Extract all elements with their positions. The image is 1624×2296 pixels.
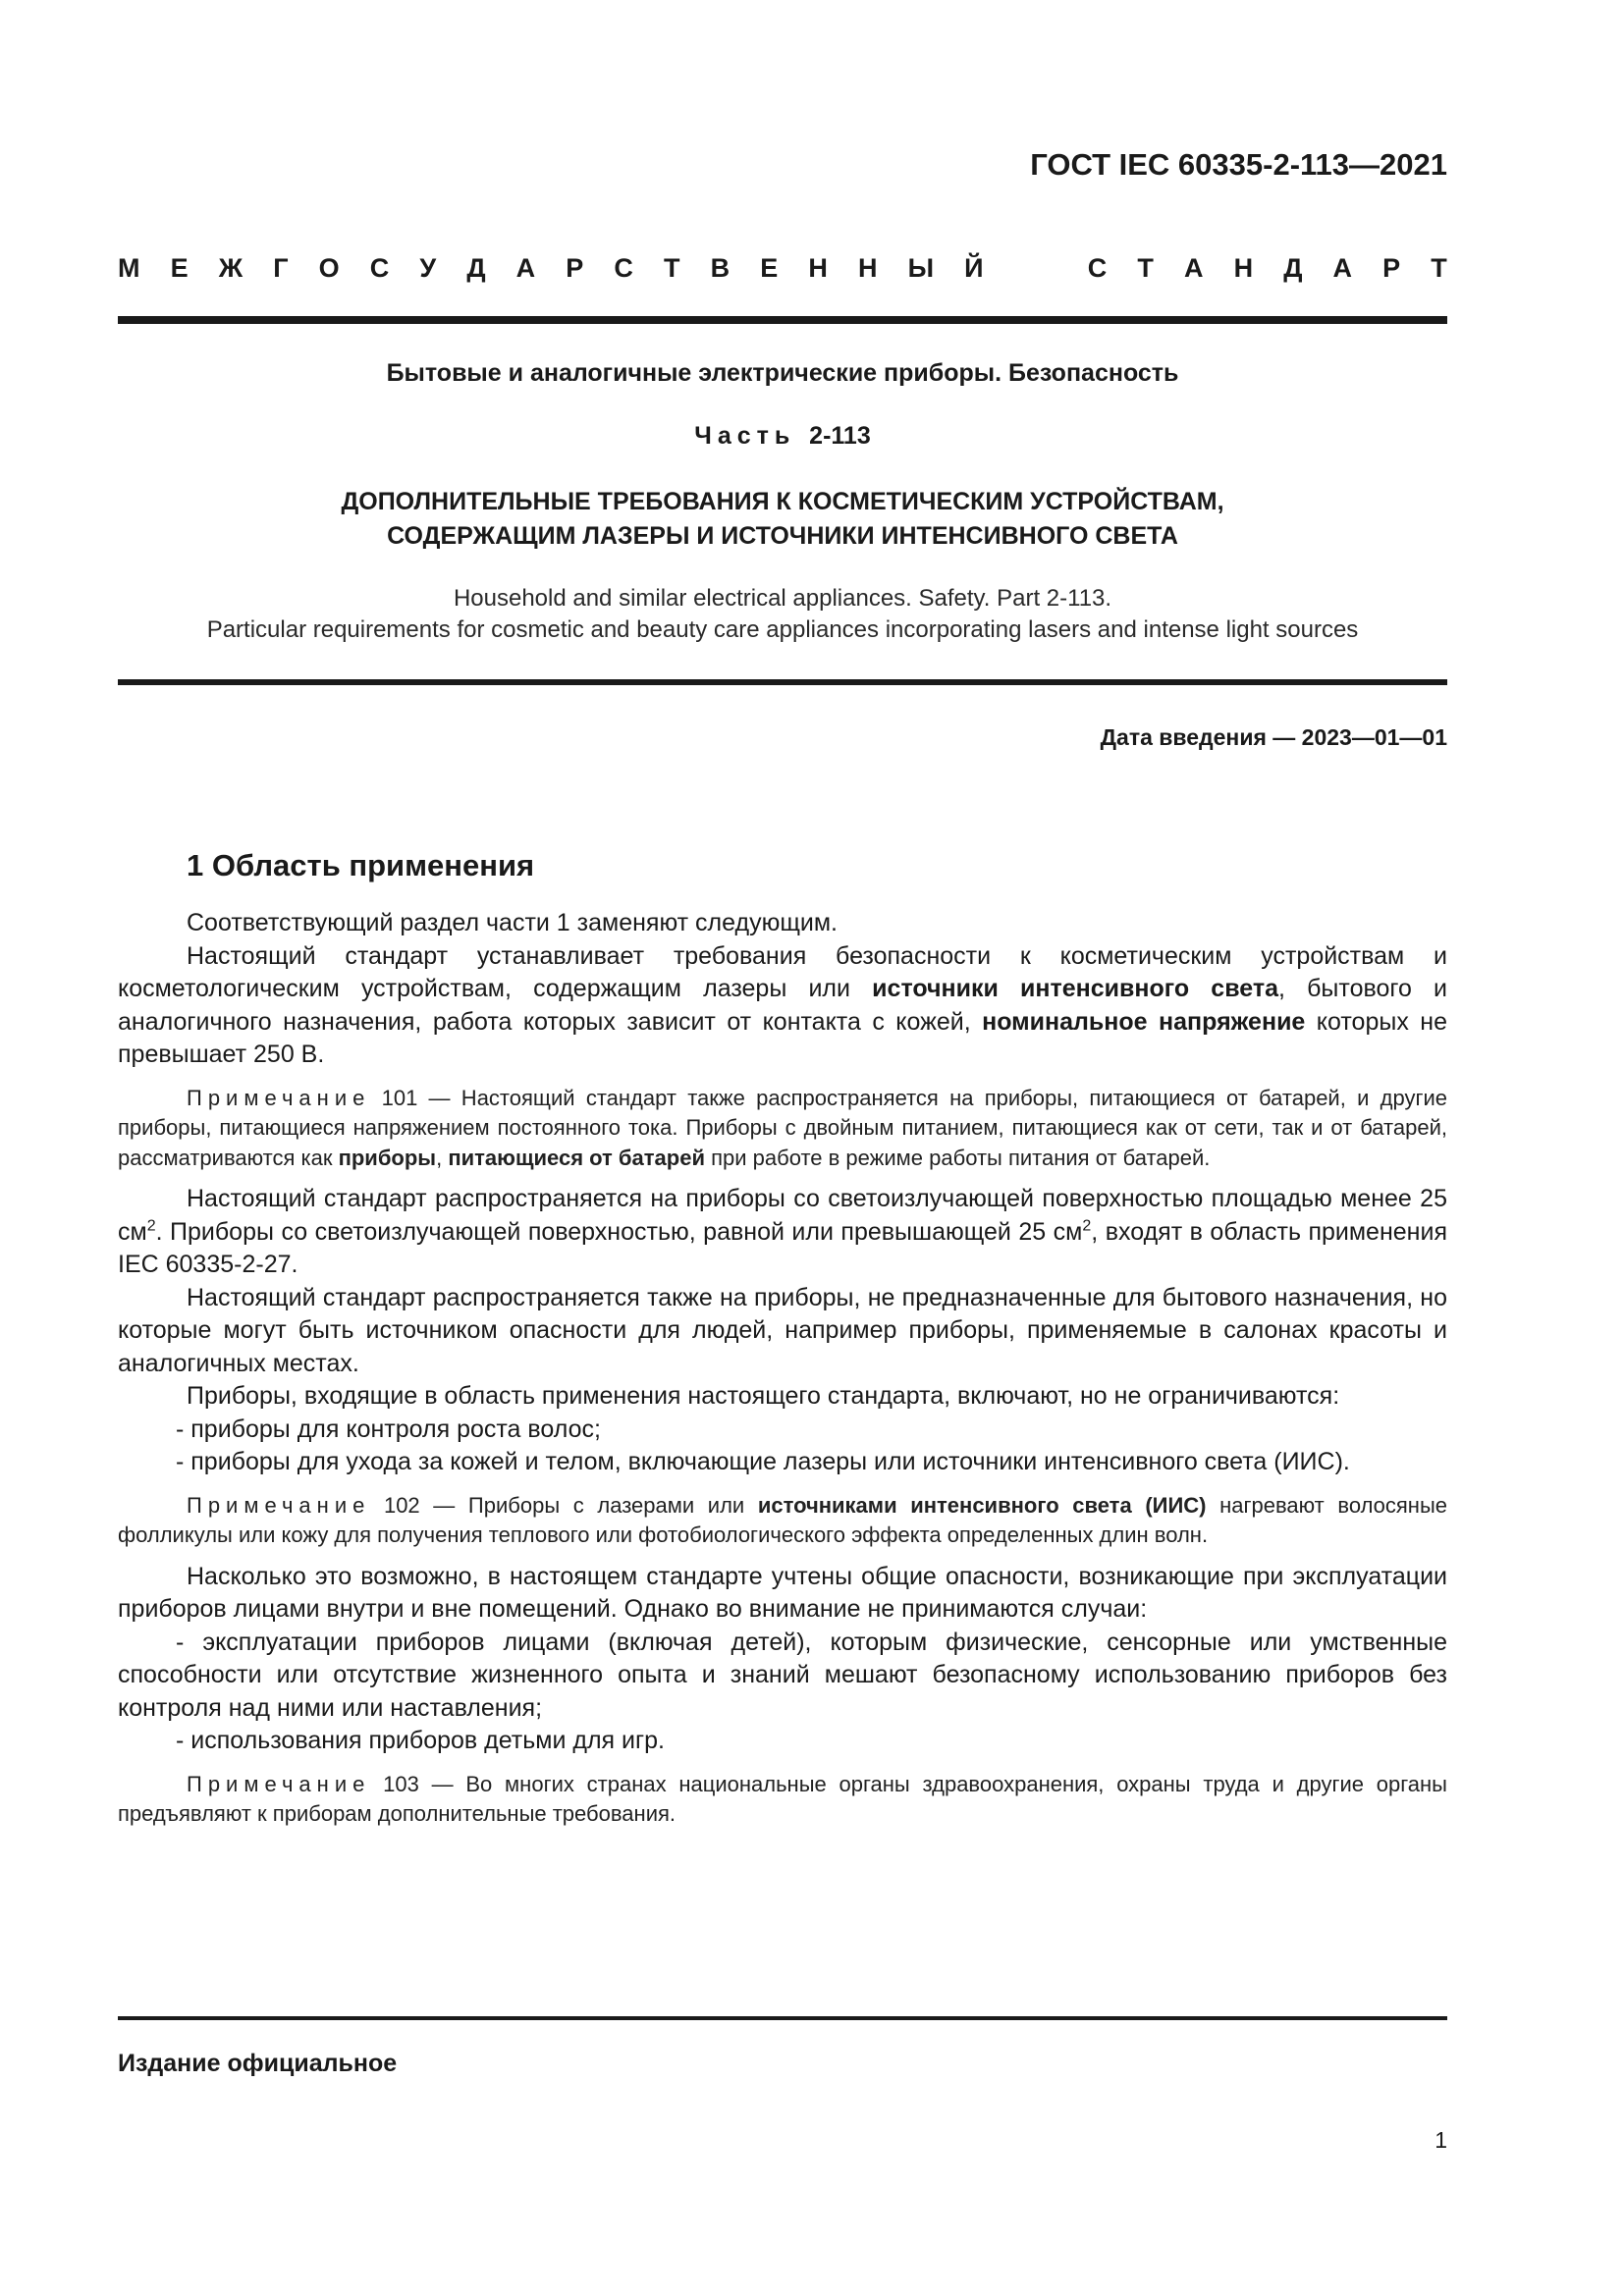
heading-letter: О: [318, 253, 340, 283]
heading-letter: Н: [857, 253, 878, 283]
page-number: 1: [1435, 2127, 1447, 2153]
list-item: - использования приборов детьми для игр.: [176, 1727, 665, 1754]
list-item: - приборы для контроля роста волос;: [176, 1415, 601, 1443]
term-bold: источники интенсивного света: [872, 975, 1278, 1002]
heading-letter: Д: [466, 253, 486, 283]
heading-letter: Ж: [218, 253, 244, 283]
paragraph: Настоящий стандарт устанавливает требования безопасности к косметическим устройствам и косметологическим устройствам, содержащим лазеры или источники интенсивного света, бытового и аналогичного назначения, работа которых зависит от контакта с кожей, номинальное напряжение которых не превышает 250 В.: [118, 941, 1447, 1068]
paragraph: Соответствующий раздел части 1 заменяют следующим.: [187, 909, 839, 936]
section-heading: 1 Область применения: [187, 848, 535, 882]
heading-letter: А: [515, 253, 536, 283]
english-title-line-2: Particular requirements for cosmetic and beauty care appliances incorporating lasers and intense light sources: [206, 616, 1359, 643]
note-label: Примечание: [187, 1771, 371, 1796]
interstate-standard-heading: [118, 253, 1447, 284]
heading-letter: У: [419, 253, 437, 283]
note-102: Примечание 102 — Приборы с лазерами или источниками интенсивного света (ИИС) нагревают волосяные фолликулы или кожу для получения теплового или фотобиологического эффекта определенных длин волн.: [118, 1492, 1447, 1547]
heading-letter: Е: [170, 253, 189, 283]
part-label: [118, 422, 1447, 451]
paragraph: Настоящий стандарт распространяется также на приборы, не предназначенные для бытового назначения, но которые могут быть источником опасности для людей, например приборы, применяемые в салонах красоты и аналогичных местах.: [118, 1283, 1447, 1377]
english-title-line-1: Household and similar electrical appliances. Safety. Part 2-113.: [453, 585, 1112, 612]
section-body: [118, 907, 1447, 1840]
note-label: Примечание: [187, 1085, 371, 1110]
term-bold: питающиеся от батарей: [448, 1145, 705, 1170]
paragraph: Приборы, входящие в область применения настоящего стандарта, включают, но не ограничиваются:: [187, 1382, 1340, 1410]
heading-letter: М: [118, 253, 140, 283]
heading-letter: Ы: [907, 253, 935, 283]
term-bold: приборы: [338, 1145, 437, 1170]
heading-letter: Т: [664, 253, 680, 283]
official-edition-label: Издание официальное: [118, 2050, 398, 2077]
footer-rule: [118, 2016, 1447, 2020]
heading-letter: А: [1183, 253, 1204, 283]
heading-letter: Р: [566, 253, 584, 283]
term-bold: источниками интенсивного света (ИИС): [757, 1492, 1207, 1518]
part-number: 2-113: [809, 422, 871, 450]
term-bold: номинальное напряжение: [982, 1007, 1306, 1036]
english-title: [118, 583, 1447, 646]
standard-id: ГОСТ IEC 60335-2-113—2021: [1030, 147, 1447, 182]
top-rule: [118, 316, 1447, 324]
paragraph: Насколько это возможно, в настоящем стандарте учтены общие опасности, возникающие при эксплуатации приборов лицами внутри и вне помещений. Однако во внимание не принимаются случаи:: [118, 1562, 1447, 1623]
main-title: [118, 485, 1447, 554]
main-title-line-2: СОДЕРЖАЩИМ ЛАЗЕРЫ И ИСТОЧНИКИ ИНТЕНСИВНОГО СВЕТА: [387, 522, 1178, 550]
heading-letter: Д: [1283, 253, 1303, 283]
heading-letter: Н: [1233, 253, 1254, 283]
heading-letter: Й: [964, 253, 984, 283]
word-gap: [1014, 253, 1057, 284]
main-title-line-1: ДОПОЛНИТЕЛЬНЫЕ ТРЕБОВАНИЯ К КОСМЕТИЧЕСКИМ УСТРОЙСТВАМ,: [341, 488, 1224, 515]
heading-letter: Т: [1137, 253, 1154, 283]
heading-letter: В: [710, 253, 731, 283]
introduction-date: Дата введения — 2023—01—01: [1100, 724, 1447, 750]
heading-letter: Т: [1431, 253, 1447, 283]
heading-letter: А: [1332, 253, 1353, 283]
heading-letter: Н: [808, 253, 828, 283]
note-label: Примечание: [187, 1492, 371, 1518]
heading-letter: С: [1087, 253, 1108, 283]
heading-letter: С: [369, 253, 390, 283]
note-101: Примечание 101 — Настоящий стандарт также распространяется на приборы, питающиеся от батарей, и другие приборы, питающиеся напряжением постоянного тока. Приборы с двойным питанием, питающиеся как от сети, так и от батарей, рассматриваются как приборы, питающиеся от батарей при работе в режиме работы питания от батарей.: [118, 1085, 1447, 1170]
part-word: Часть: [694, 422, 796, 450]
heading-letter: Е: [760, 253, 779, 283]
title-rule: [118, 679, 1447, 685]
paragraph: Настоящий стандарт распространяется на приборы со светоизлучающей поверхностью площадью менее 25 $см^2$. Приборы со светоизлучающей поверхностью, равной или превышающей 25 $см^2$, входят в область применения IEC 60335-2-27.: [118, 1185, 1447, 1278]
heading-letter: Р: [1382, 253, 1401, 283]
list-item: - приборы для ухода за кожей и телом, включающие лазеры или источники интенсивного света (ИИС).: [176, 1448, 1350, 1475]
heading-letter: С: [614, 253, 633, 283]
note-103: Примечание 103 — Во многих странах национальные органы здравоохранения, охраны труда и другие органы предъявляют к приборам дополнительные требования.: [118, 1771, 1447, 1826]
heading-letter: Г: [273, 253, 289, 283]
list-item: - эксплуатации приборов лицами (включая детей), которым физические, сенсорные или умственные способности или отсутствие жизненного опыта и знаний мешают безопасному использованию приборов без контроля над ними или наставления;: [118, 1628, 1447, 1722]
document-title: Бытовые и аналогичные электрические приборы. Безопасность: [386, 359, 1179, 387]
